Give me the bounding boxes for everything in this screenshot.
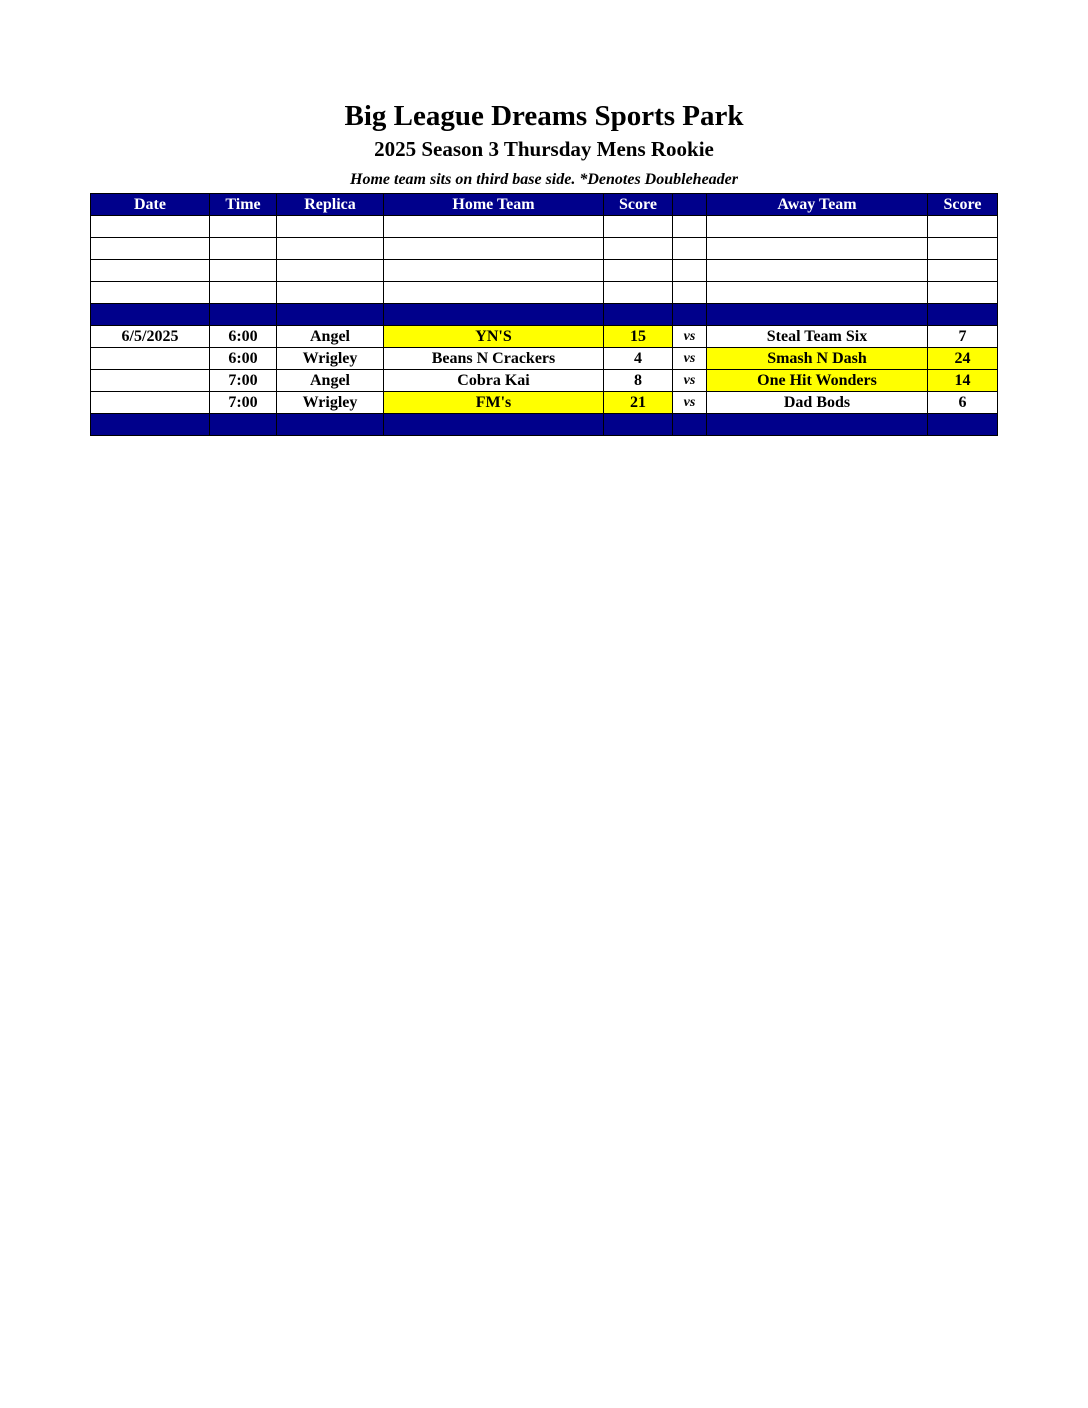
home-score: 8 bbox=[604, 370, 673, 392]
away-score: 14 bbox=[928, 370, 998, 392]
col-header-away-score: Score bbox=[928, 194, 998, 216]
away-team: Steal Team Six bbox=[707, 326, 928, 348]
schedule-table bbox=[90, 193, 998, 436]
col-header-vs bbox=[673, 194, 707, 216]
empty-row bbox=[91, 216, 998, 238]
game-date: 6/5/2025 bbox=[91, 326, 210, 348]
vs-label: vs bbox=[673, 326, 707, 348]
table-row bbox=[91, 370, 998, 392]
empty-row bbox=[91, 282, 998, 304]
game-date bbox=[91, 370, 210, 392]
page-title: Big League Dreams Sports Park bbox=[344, 100, 744, 132]
game-replica: Wrigley bbox=[277, 348, 384, 370]
schedule-note: Home team sits on third base side. *Denotes Doubleheader bbox=[350, 171, 738, 188]
col-header-date: Date bbox=[91, 194, 210, 216]
game-date bbox=[91, 348, 210, 370]
game-replica: Angel bbox=[277, 370, 384, 392]
away-score: 6 bbox=[928, 392, 998, 414]
col-header-away-team: Away Team bbox=[707, 194, 928, 216]
home-score: 21 bbox=[604, 392, 673, 414]
home-score: 4 bbox=[604, 348, 673, 370]
game-time: 7:00 bbox=[210, 370, 277, 392]
away-score: 24 bbox=[928, 348, 998, 370]
away-team: Dad Bods bbox=[707, 392, 928, 414]
home-team: Beans N Crackers bbox=[384, 348, 604, 370]
home-team: Cobra Kai bbox=[384, 370, 604, 392]
home-team: YN'S bbox=[384, 326, 604, 348]
game-time: 7:00 bbox=[210, 392, 277, 414]
separator-row bbox=[91, 304, 998, 326]
table-row bbox=[91, 392, 998, 414]
game-time: 6:00 bbox=[210, 326, 277, 348]
away-score: 7 bbox=[928, 326, 998, 348]
vs-label: vs bbox=[673, 348, 707, 370]
separator-row bbox=[91, 414, 998, 436]
vs-label: vs bbox=[673, 392, 707, 414]
away-team: One Hit Wonders bbox=[707, 370, 928, 392]
page-subtitle: 2025 Season 3 Thursday Mens Rookie bbox=[374, 137, 714, 161]
vs-label: vs bbox=[673, 370, 707, 392]
game-replica: Angel bbox=[277, 326, 384, 348]
away-team: Smash N Dash bbox=[707, 348, 928, 370]
col-header-home-score: Score bbox=[604, 194, 673, 216]
table-header-row bbox=[91, 194, 998, 216]
col-header-replica: Replica bbox=[277, 194, 384, 216]
game-time: 6:00 bbox=[210, 348, 277, 370]
table-row bbox=[91, 348, 998, 370]
home-score: 15 bbox=[604, 326, 673, 348]
table-row bbox=[91, 326, 998, 348]
game-date bbox=[91, 392, 210, 414]
empty-row bbox=[91, 260, 998, 282]
col-header-home-team: Home Team bbox=[384, 194, 604, 216]
game-replica: Wrigley bbox=[277, 392, 384, 414]
home-team: FM's bbox=[384, 392, 604, 414]
col-header-time: Time bbox=[210, 194, 277, 216]
empty-row bbox=[91, 238, 998, 260]
